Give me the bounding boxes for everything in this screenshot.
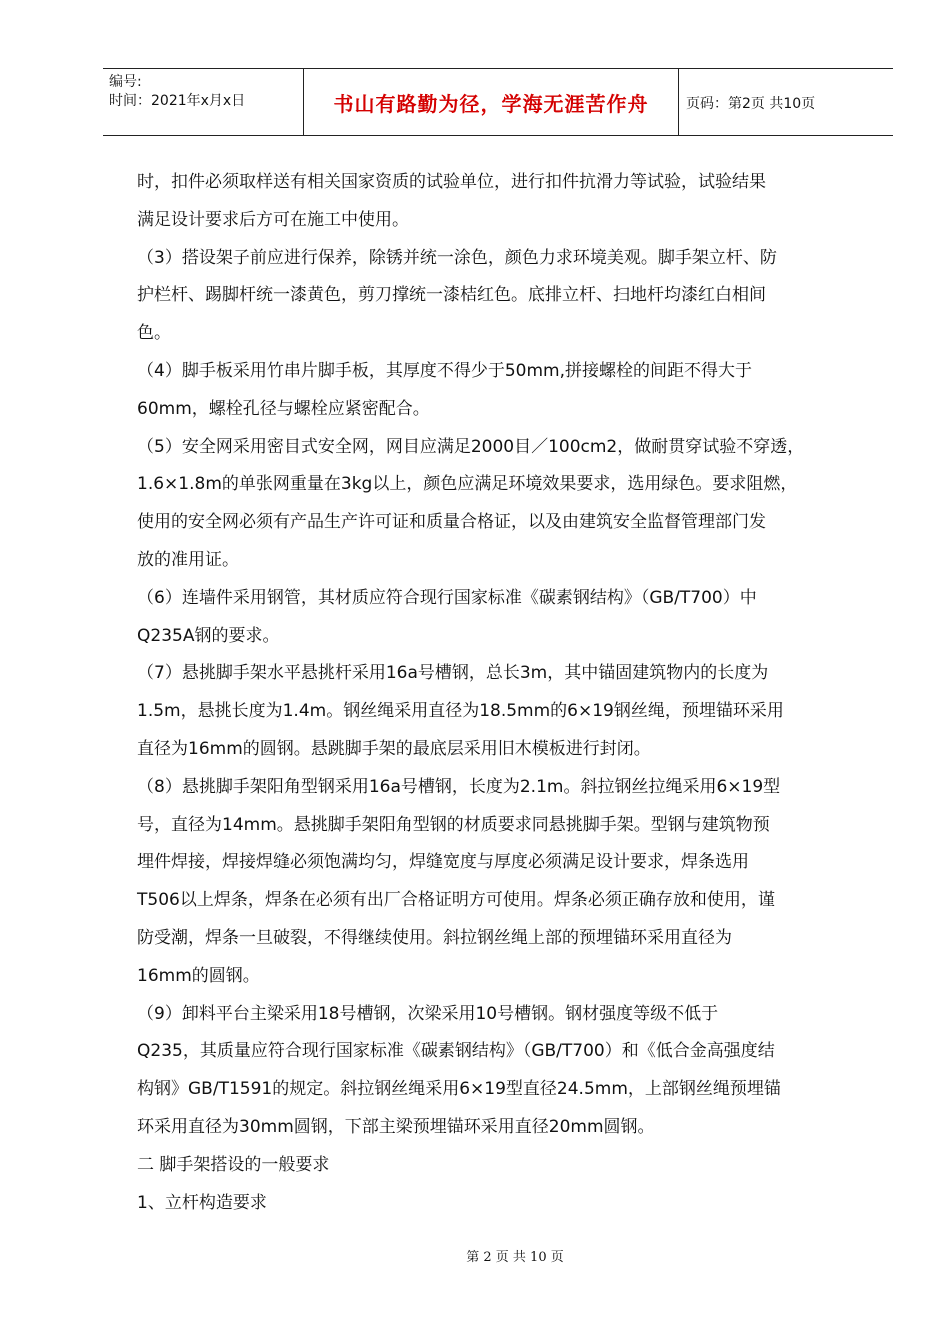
body-line: 直径为16mm的圆钢。悬跳脚手架的最底层采用旧木模板进行封闭。: [137, 738, 651, 759]
body-line: 埋件焊接，焊接焊缝必须饱满均匀，焊缝宽度与厚度必须满足设计要求，焊条选用: [137, 852, 749, 873]
header-page-number: 页码：第2页 共10页: [686, 95, 816, 112]
body-line: （9）卸料平台主梁采用18号槽钢，次梁采用10号槽钢。钢材强度等级不低于: [137, 1003, 719, 1024]
header-motto: 书山有路勤为径，学海无涯苦作舟: [333, 92, 649, 116]
body-line: （7）悬挑脚手架水平悬挑杆采用16a号槽钢，总长3m，其中锚固建筑物内的长度为: [137, 663, 769, 684]
body-line: 1.5m，悬挑长度为1.4m。钢丝绳采用直径为18.5mm的6×19钢丝绳，预埋锚环采用: [137, 701, 784, 722]
body-line: 构钢》GB/T1591的规定。斜拉钢丝绳采用6×19型直径24.5mm，上部钢丝绳预埋锚: [137, 1079, 781, 1100]
body-line: 色。: [137, 323, 171, 344]
body-line: Q235A钢的要求。: [137, 625, 280, 646]
body-line: 60mm，螺栓孔径与螺栓应紧密配合。: [137, 398, 430, 419]
page-header: [103, 68, 893, 136]
body-line: 满足设计要求后方可在施工中使用。: [137, 209, 409, 230]
body-line: Q235，其质量应符合现行国家标准《碳素钢结构》（GB/T700）和《低合金高强度结: [137, 1041, 775, 1062]
body-line: （8）悬挑脚手架阳角型钢采用16a号槽钢，长度为2.1m。斜拉钢丝拉绳采用6×19型: [137, 776, 781, 797]
body-line: 时，扣件必须取样送有相关国家资质的试验单位，进行扣件抗滑力等试验，试验结果: [137, 172, 766, 192]
body-line: 1、立杆构造要求: [137, 1192, 267, 1213]
body-line: 16mm的圆钢。: [137, 965, 260, 986]
body-line: 号，直径为14mm。悬挑脚手架阳角型钢的材质要求同悬挑脚手架。型钢与建筑物预: [137, 814, 770, 835]
body-line: 放的准用证。: [137, 549, 239, 570]
body-line: 防受潮，焊条一旦破裂，不得继续使用。斜拉钢丝绳上部的预埋锚环采用直径为: [137, 927, 732, 948]
document-date: 时间：2021年x月x日: [109, 93, 246, 109]
body-line: （4）脚手板采用竹串片脚手板，其厚度不得少于50mm,拼接螺栓的间距不得大于: [137, 360, 752, 381]
body-line: 护栏杆、踢脚杆统一漆黄色，剪刀撑统一漆桔红色。底排立杆、扫地杆均漆红白相间: [137, 285, 766, 306]
page-footer: 第 2 页 共 10 页: [466, 1250, 564, 1265]
header-divider-right: [678, 69, 679, 136]
body-line: 二 脚手架搭设的一般要求: [137, 1154, 330, 1175]
body-line: 使用的安全网必须有产品生产许可证和质量合格证，以及由建筑安全监督管理部门发: [137, 512, 766, 533]
body-line: （3）搭设架子前应进行保养，除锈并统一涂色，颜色力求环境美观。脚手架立杆、防: [137, 247, 777, 268]
body-line: T506以上焊条，焊条在必须有出厂合格证明方可使用。焊条必须正确存放和使用，谨: [137, 890, 775, 911]
header-meta: [109, 73, 245, 111]
document-number-label: 编号:: [109, 74, 142, 90]
document-body: [137, 164, 857, 1222]
body-line: 环采用直径为30mm圆钢，下部主梁预埋锚环采用直径20mm圆钢。: [137, 1116, 655, 1137]
body-line: （5）安全网采用密目式安全网，网目应满足2000目／100cm2，做耐贯穿试验不穿透，: [137, 436, 805, 457]
body-line: 1.6×1.8m的单张网重量在3kg以上，颜色应满足环境效果要求，选用绿色。要求阻燃，: [137, 474, 798, 495]
body-line: （6）连墙件采用钢管，其材质应符合现行国家标准《碳素钢结构》（GB/T700）中: [137, 587, 757, 608]
